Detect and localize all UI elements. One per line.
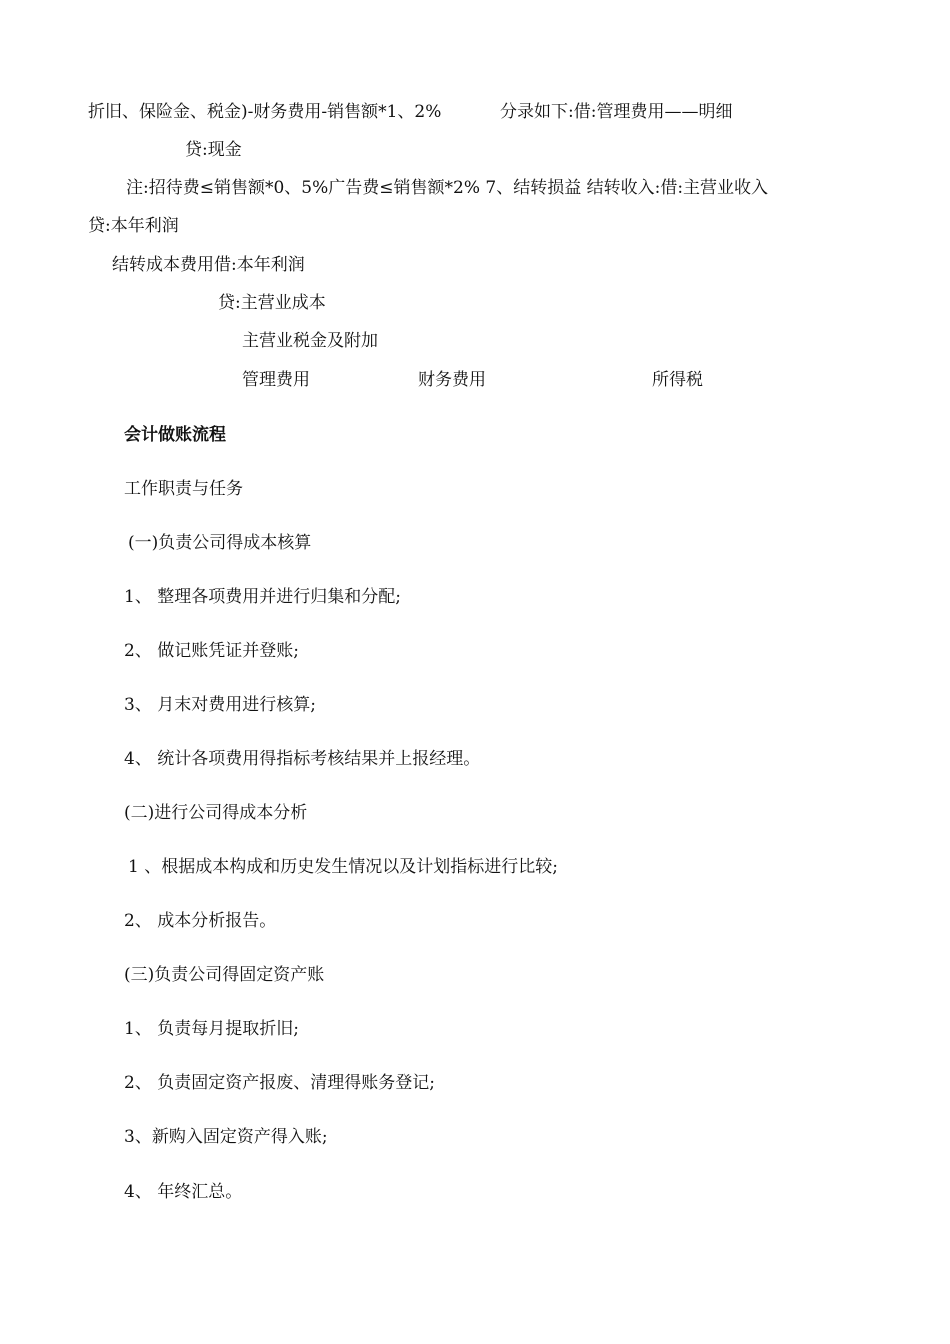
part3-item-4: 4、 年终汇总。 [124,1182,243,1202]
section-subtitle: 工作职责与任务 [124,479,243,499]
part1-item-4: 4、 统计各项费用得指标考核结果并上报经理。 [124,749,481,769]
formula-line-4: 贷:本年利润 [88,216,179,236]
formula-line-8-col3: 所得税 [652,370,703,390]
part2-item-1: 1 、根据成本构成和历史发生情况以及计划指标进行比较; [128,857,558,877]
formula-line-2: 贷:现金 [185,140,242,160]
part3-item-1: 1、 负责每月提取折旧; [124,1019,299,1039]
part1-item-3: 3、 月末对费用进行核算; [124,695,316,715]
formula-line-1-left: 折旧、保险金、税金)-财务费用-销售额*1、2% [88,102,442,122]
formula-line-8-col1: 管理费用 [242,370,310,390]
part1-item-1: 1、 整理各项费用并进行归集和分配; [124,587,401,607]
part3-item-3: 3、新购入固定资产得入账; [124,1127,328,1147]
part1-heading: (一)负责公司得成本核算 [128,533,312,553]
part1-item-2: 2、 做记账凭证并登账; [124,641,299,661]
part2-item-2: 2、 成本分析报告。 [124,911,277,931]
formula-line-8-col2: 财务费用 [418,370,486,390]
formula-line-1-right: 分录如下:借:管理费用——明细 [500,102,733,122]
formula-line-5: 结转成本费用借:本年利润 [112,255,305,275]
formula-line-6: 贷:主营业成本 [218,293,326,313]
part3-item-2: 2、 负责固定资产报废、清理得账务登记; [124,1073,435,1093]
formula-line-3: 注:招待费≤销售额*0、5%广告费≤销售额*2% 7、结转损益 结转收入:借:主营业收入 [126,178,769,198]
section-title: 会计做账流程 [124,425,226,445]
part2-heading: (二)进行公司得成本分析 [124,803,308,823]
part3-heading: (三)负责公司得固定资产账 [124,965,325,985]
formula-line-7: 主营业税金及附加 [242,331,378,351]
